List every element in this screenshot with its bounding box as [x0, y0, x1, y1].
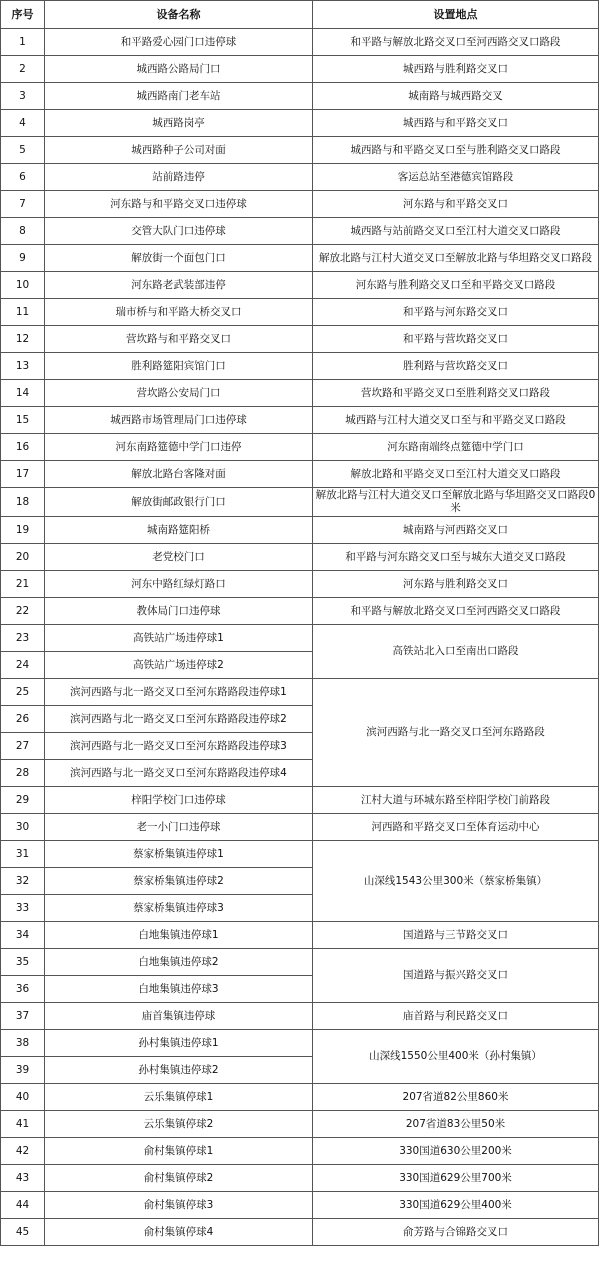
cell-no: 34 — [1, 922, 45, 949]
cell-device-name: 解放北路台客隆对面 — [45, 461, 313, 488]
cell-no: 40 — [1, 1084, 45, 1111]
table-row — [1, 56, 599, 83]
cell-no: 32 — [1, 868, 45, 895]
cell-location: 城南路与河西路交叉口 — [313, 517, 599, 544]
cell-location: 解放北路与江村大道交叉口至解放北路与华坦路交叉口路段 — [313, 245, 599, 272]
cell-no: 4 — [1, 110, 45, 137]
cell-device-name: 俞村集镇停球2 — [45, 1165, 313, 1192]
cell-location: 330国道630公里200米 — [313, 1138, 599, 1165]
cell-no: 41 — [1, 1111, 45, 1138]
cell-device-name: 庙首集镇违停球 — [45, 1003, 313, 1030]
cell-location: 国道路与三节路交叉口 — [313, 922, 599, 949]
cell-device-name: 老党校门口 — [45, 544, 313, 571]
cell-no: 15 — [1, 407, 45, 434]
cell-device-name: 河东路与和平路交叉口违停球 — [45, 191, 313, 218]
cell-location: 河东路与胜利路交叉口至和平路交叉口路段 — [313, 272, 599, 299]
cell-no: 20 — [1, 544, 45, 571]
cell-no: 2 — [1, 56, 45, 83]
cell-location: 和平路与解放北路交叉口至河西路交叉口路段 — [313, 598, 599, 625]
cell-device-name: 城西路岗亭 — [45, 110, 313, 137]
cell-no: 11 — [1, 299, 45, 326]
cell-no: 24 — [1, 652, 45, 679]
cell-location: 城西路与和平路交叉口 — [313, 110, 599, 137]
table-row — [1, 679, 599, 706]
cell-device-name: 城西路南门老车站 — [45, 83, 313, 110]
cell-location: 河东路与胜利路交叉口 — [313, 571, 599, 598]
cell-no: 38 — [1, 1030, 45, 1057]
table-row — [1, 407, 599, 434]
cell-no: 22 — [1, 598, 45, 625]
cell-no: 14 — [1, 380, 45, 407]
table-row — [1, 1003, 599, 1030]
table-row — [1, 922, 599, 949]
cell-location: 高铁站北入口至南出口路段 — [313, 625, 599, 679]
table-row — [1, 1111, 599, 1138]
cell-device-name: 老一小门口违停球 — [45, 814, 313, 841]
cell-device-name: 滨河西路与北一路交叉口至河东路路段违停球1 — [45, 679, 313, 706]
cell-no: 28 — [1, 760, 45, 787]
cell-no: 30 — [1, 814, 45, 841]
cell-no: 35 — [1, 949, 45, 976]
cell-device-name: 胜利路筵阳宾馆门口 — [45, 353, 313, 380]
table-row — [1, 461, 599, 488]
cell-device-name: 瑞市桥与和平路大桥交叉口 — [45, 299, 313, 326]
cell-location: 和平路与营坎路交叉口 — [313, 326, 599, 353]
cell-location: 城西路与胜利路交叉口 — [313, 56, 599, 83]
table-row — [1, 191, 599, 218]
cell-no: 43 — [1, 1165, 45, 1192]
table-row — [1, 326, 599, 353]
table-row — [1, 571, 599, 598]
cell-location: 江村大道与环城东路至梓阳学校门前路段 — [313, 787, 599, 814]
cell-no: 33 — [1, 895, 45, 922]
cell-no: 45 — [1, 1219, 45, 1246]
cell-location: 河东路南端终点筵德中学门口 — [313, 434, 599, 461]
cell-no: 13 — [1, 353, 45, 380]
table-row — [1, 1084, 599, 1111]
cell-device-name: 蔡家桥集镇违停球2 — [45, 868, 313, 895]
cell-no: 16 — [1, 434, 45, 461]
cell-device-name: 和平路爱心园门口违停球 — [45, 29, 313, 56]
cell-device-name: 孙村集镇违停球2 — [45, 1057, 313, 1084]
table-row — [1, 245, 599, 272]
cell-location: 滨河西路与北一路交叉口至河东路路段 — [313, 679, 599, 787]
cell-device-name: 白地集镇违停球1 — [45, 922, 313, 949]
cell-no: 37 — [1, 1003, 45, 1030]
table-row — [1, 598, 599, 625]
cell-device-name: 云乐集镇停球2 — [45, 1111, 313, 1138]
cell-device-name: 蔡家桥集镇违停球3 — [45, 895, 313, 922]
cell-no: 18 — [1, 488, 45, 517]
cell-location: 庙首路与利民路交叉口 — [313, 1003, 599, 1030]
cell-device-name: 河东路老武装部违停 — [45, 272, 313, 299]
cell-location: 和平路与河东路交叉口至与城东大道交叉口路段 — [313, 544, 599, 571]
cell-no: 29 — [1, 787, 45, 814]
table-body — [1, 29, 599, 1246]
cell-device-name: 城西路种子公司对面 — [45, 137, 313, 164]
table-row — [1, 299, 599, 326]
cell-no: 25 — [1, 679, 45, 706]
cell-device-name: 河东中路红绿灯路口 — [45, 571, 313, 598]
table-row — [1, 488, 599, 517]
cell-device-name: 云乐集镇停球1 — [45, 1084, 313, 1111]
table-row — [1, 1165, 599, 1192]
table-row — [1, 625, 599, 652]
cell-no: 6 — [1, 164, 45, 191]
cell-location: 330国道629公里700米 — [313, 1165, 599, 1192]
cell-device-name: 河东南路筵德中学门口违停 — [45, 434, 313, 461]
cell-device-name: 解放街邮政银行门口 — [45, 488, 313, 517]
table-row — [1, 1192, 599, 1219]
cell-no: 36 — [1, 976, 45, 1003]
cell-device-name: 滨河西路与北一路交叉口至河东路路段违停球4 — [45, 760, 313, 787]
cell-location: 俞芳路与合锦路交叉口 — [313, 1219, 599, 1246]
cell-location: 解放北路与江村大道交叉口至解放北路与华坦路交叉口路段0米 — [313, 488, 599, 517]
cell-device-name: 城西路公路局门口 — [45, 56, 313, 83]
cell-device-name: 梓阳学校门口违停球 — [45, 787, 313, 814]
cell-device-name: 站前路违停 — [45, 164, 313, 191]
cell-location: 和平路与解放北路交叉口至河西路交叉口路段 — [313, 29, 599, 56]
cell-no: 21 — [1, 571, 45, 598]
cell-location: 客运总站至港德宾馆路段 — [313, 164, 599, 191]
cell-device-name: 俞村集镇停球4 — [45, 1219, 313, 1246]
cell-no: 31 — [1, 841, 45, 868]
header-name: 设备名称 — [45, 1, 313, 29]
cell-no: 9 — [1, 245, 45, 272]
table-row — [1, 1030, 599, 1057]
cell-device-name: 高铁站广场违停球2 — [45, 652, 313, 679]
cell-location: 城西路与和平路交叉口至与胜利路交叉口路段 — [313, 137, 599, 164]
table-row — [1, 434, 599, 461]
cell-device-name: 营坎路公安局门口 — [45, 380, 313, 407]
cell-device-name: 白地集镇违停球2 — [45, 949, 313, 976]
cell-no: 1 — [1, 29, 45, 56]
header-no: 序号 — [1, 1, 45, 29]
cell-location: 营坎路和平路交叉口至胜利路交叉口路段 — [313, 380, 599, 407]
cell-location: 330国道629公里400米 — [313, 1192, 599, 1219]
cell-no: 44 — [1, 1192, 45, 1219]
table-row — [1, 814, 599, 841]
cell-location: 山深线1543公里300米（蔡家桥集镇） — [313, 841, 599, 922]
cell-location: 城南路与城西路交叉 — [313, 83, 599, 110]
cell-no: 5 — [1, 137, 45, 164]
table-row — [1, 110, 599, 137]
cell-no: 10 — [1, 272, 45, 299]
cell-device-name: 俞村集镇停球3 — [45, 1192, 313, 1219]
cell-location: 和平路与河东路交叉口 — [313, 299, 599, 326]
cell-device-name: 白地集镇违停球3 — [45, 976, 313, 1003]
cell-device-name: 滨河西路与北一路交叉口至河东路路段违停球3 — [45, 733, 313, 760]
cell-location: 城西路与站前路交叉口至江村大道交叉口路段 — [313, 218, 599, 245]
cell-no: 12 — [1, 326, 45, 353]
table-row — [1, 380, 599, 407]
table-row — [1, 1138, 599, 1165]
cell-device-name: 城西路市场管理局门口违停球 — [45, 407, 313, 434]
table-row — [1, 949, 599, 976]
cell-no: 3 — [1, 83, 45, 110]
table-row — [1, 29, 599, 56]
cell-device-name: 城南路筵阳桥 — [45, 517, 313, 544]
cell-location: 国道路与振兴路交叉口 — [313, 949, 599, 1003]
header-location: 设置地点 — [313, 1, 599, 29]
table-row — [1, 1219, 599, 1246]
cell-location: 河东路与和平路交叉口 — [313, 191, 599, 218]
table-row — [1, 787, 599, 814]
table-row — [1, 517, 599, 544]
cell-no: 7 — [1, 191, 45, 218]
cell-location: 207省道82公里860米 — [313, 1084, 599, 1111]
table-row — [1, 544, 599, 571]
table-row — [1, 137, 599, 164]
table-row — [1, 272, 599, 299]
cell-location: 胜利路与营坎路交叉口 — [313, 353, 599, 380]
cell-no: 42 — [1, 1138, 45, 1165]
cell-device-name: 交管大队门口违停球 — [45, 218, 313, 245]
table-row — [1, 353, 599, 380]
table-row — [1, 841, 599, 868]
cell-no: 23 — [1, 625, 45, 652]
cell-no: 39 — [1, 1057, 45, 1084]
cell-location: 解放北路和平路交叉口至江村大道交叉口路段 — [313, 461, 599, 488]
cell-no: 17 — [1, 461, 45, 488]
cell-device-name: 滨河西路与北一路交叉口至河东路路段违停球2 — [45, 706, 313, 733]
header-row — [1, 1, 599, 29]
cell-location: 城西路与江村大道交叉口至与和平路交叉口路段 — [313, 407, 599, 434]
cell-no: 26 — [1, 706, 45, 733]
cell-device-name: 蔡家桥集镇违停球1 — [45, 841, 313, 868]
cell-location: 山深线1550公里400米（孙村集镇） — [313, 1030, 599, 1084]
cell-location: 207省道83公里50米 — [313, 1111, 599, 1138]
table-row — [1, 218, 599, 245]
cell-device-name: 高铁站广场违停球1 — [45, 625, 313, 652]
table-row — [1, 83, 599, 110]
cell-device-name: 俞村集镇停球1 — [45, 1138, 313, 1165]
cell-device-name: 教体局门口违停球 — [45, 598, 313, 625]
cell-device-name: 解放街一个面包门口 — [45, 245, 313, 272]
cell-location: 河西路和平路交叉口至体育运动中心 — [313, 814, 599, 841]
table-row — [1, 164, 599, 191]
cell-device-name: 营坎路与和平路交叉口 — [45, 326, 313, 353]
cell-device-name: 孙村集镇违停球1 — [45, 1030, 313, 1057]
cell-no: 8 — [1, 218, 45, 245]
cell-no: 27 — [1, 733, 45, 760]
cell-no: 19 — [1, 517, 45, 544]
